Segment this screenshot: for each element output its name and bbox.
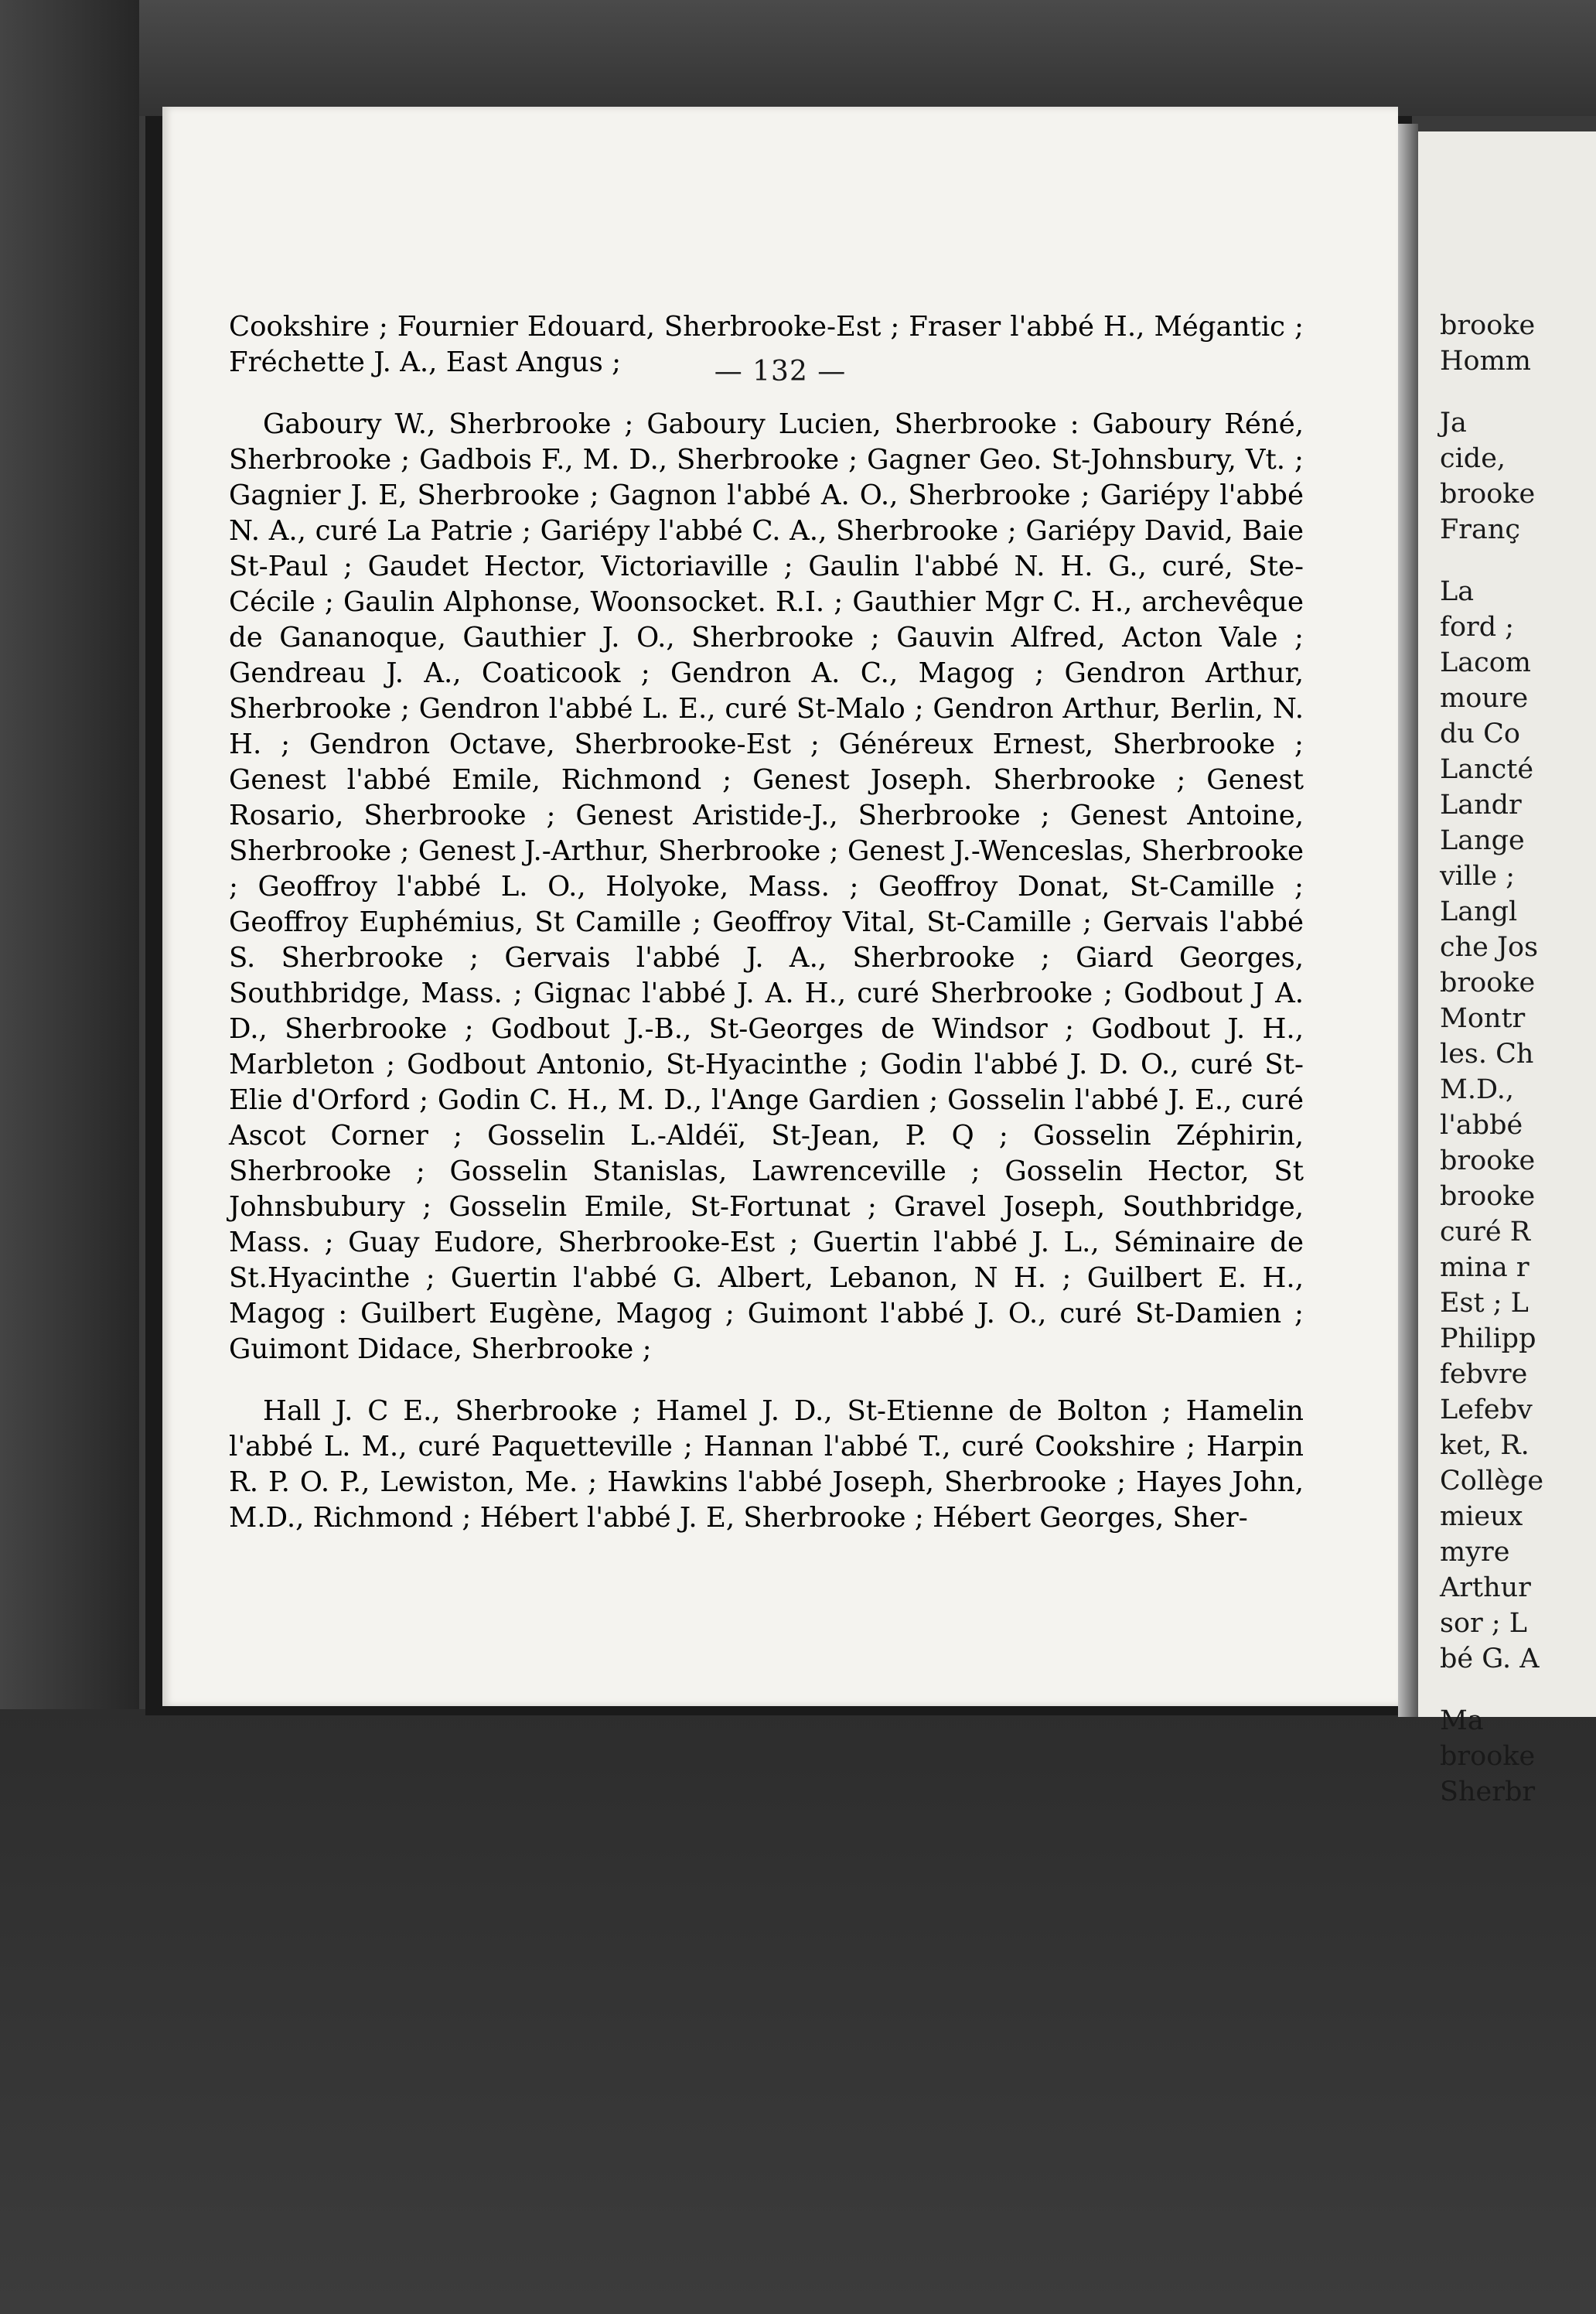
facing-page-line: Franç xyxy=(1440,514,1521,545)
facing-page-line: Langl xyxy=(1440,896,1518,927)
facing-page-line: brooke xyxy=(1440,479,1536,510)
facing-page-line: La xyxy=(1440,576,1475,607)
facing-page-line: moure xyxy=(1440,683,1529,714)
facing-page-line: Montr xyxy=(1440,1003,1526,1034)
facing-page-line: l'abbé xyxy=(1440,1110,1523,1141)
scan-background-top xyxy=(0,0,1596,116)
book-spine xyxy=(1398,124,1418,1717)
facing-page-line: brooke xyxy=(1440,310,1536,341)
facing-page-line: Sherbr xyxy=(1440,1776,1536,1807)
page-body xyxy=(229,309,1304,1562)
facing-page-line: bé G. A xyxy=(1440,1643,1540,1674)
facing-page-line: brooke xyxy=(1440,968,1536,998)
facing-page-line: myre xyxy=(1440,1537,1510,1568)
facing-page-line: les. Ch xyxy=(1440,1039,1534,1070)
page-number: — 132 — xyxy=(714,356,847,387)
facing-page-line: Lacom xyxy=(1440,647,1531,678)
book-page-right xyxy=(1418,131,1596,1807)
facing-page-line: Lange xyxy=(1440,825,1525,856)
facing-page-line: ket, R. xyxy=(1440,1430,1530,1461)
facing-page-line: febvre xyxy=(1440,1359,1528,1390)
paragraph-c: Cookshire ; Fournier Edouard, Sherbrooke-Est ; Fraser l'abbé H., Mégantic ; Fréchette J. A., East Angus ; xyxy=(229,311,1304,378)
paragraph-g: Gaboury W., Sherbrooke ; Gaboury Lucien, Sherbrooke : Gaboury Réné, Sherbrooke ; Gadbois F., M. D., Sherbrooke ; Gagner Geo. St-Johnsbury, Vt. ; Gagnier J. E, Sherbrooke ; Gagnon l'abbé A. O., Sherbrooke ; Gariépy l'abbé N. A., curé La Patrie ; Gariépy l'abbé C. A., Sherbrooke ; Gariépy David, Baie St-Paul ; Gaudet Hector, Victoriaville ; Gaulin l'abbé N. H. G., curé, Ste-Cécile ; Gaulin Alphonse, Woonsocket. R.I. ; Gauthier Mgr C. H., archevêque de Gananoque, Gauthier J. O., Sherbrooke ; Gauvin Alfred, Acton Vale ; Gendreau J. A., Coaticook ; Gendron A. C., Magog ; Gendron Arthur, Sherbrooke ; Gendron l'abbé L. E., curé St-Malo ; Gendron Arthur, Berlin, N. H. ; Gendron Octave, Sherbrooke-Est ; Généreux Ernest, Sherbrooke ; Genest l'abbé Emile, Richmond ; Genest Joseph. Sherbrooke ; Genest Rosario, Sherbrooke ; Genest Aristide-J., Sherbrooke ; Genest Antoine, Sherbrooke ; Genest J.-Arthur, Sherbrooke ; Genest J.-Wenceslas, Sherbrooke ; Geoffroy l'abbé L. O., Holyoke, Mass. ; Geoffroy Donat, St-Camille ; Geoffroy Euphémius, St Camille ; Geoffroy Vital, St-Camille ; Gervais l'abbé S. Sherbrooke ; Gervais l'abbé J. A., Sherbrooke ; Giard Georges, Southbridge, Mass. ; Gignac l'abbé J. A. H., curé Sherbrooke ; Godbout J A. D., Sherbrooke ; Godbout J.-B., St-Georges de Windsor ; Godbout J. H., Marbleton ; Godbout Antonio, St-Hyacinthe ; Godin l'abbé J. D. O., curé St-Elie d'Orford ; Godin C. H., M. D., l'Ange Gardien ; Gosselin l'abbé J. E., curé Ascot Corner ; Gosselin L.-Aldéï, St-Jean, P. Q ; Gosselin Zéphirin, Sherbrooke ; Gosselin Stanislas, Lawrenceville ; Gosselin Hector, St Johnsbubury ; Gosselin Emile, St-Fortunat ; Gravel Joseph, Southbridge, Mass. ; Guay Eudore, Sherbrooke-Est ; Guertin l'abbé J. L., Séminaire de St.Hyacinthe ; Guertin l'abbé G. Albert, Lebanon, N H. ; Guilbert E. H., Magog : Guilbert Eugène, Magog ; Guimont l'abbé J. O., curé St-Damien ; Guimont Didace, Sherbrooke ; xyxy=(229,408,1304,1365)
facing-page-line: Philipp xyxy=(1440,1323,1536,1354)
facing-page-line: Lefebv xyxy=(1440,1394,1533,1425)
facing-page-line: Landr xyxy=(1440,790,1522,821)
facing-page-line: cide, xyxy=(1440,443,1506,474)
facing-page-line: Arthur xyxy=(1440,1572,1531,1603)
facing-page-line: M.D., xyxy=(1440,1074,1515,1105)
facing-page-line: curé R xyxy=(1440,1217,1531,1247)
facing-page-line: brooke xyxy=(1440,1181,1536,1212)
facing-page-line: sor ; L xyxy=(1440,1608,1528,1639)
facing-page-line: mieux xyxy=(1440,1501,1523,1532)
facing-page-line: ville ; xyxy=(1440,861,1515,892)
facing-page-line: Ma xyxy=(1440,1705,1484,1736)
facing-page-line: brooke xyxy=(1440,1145,1536,1176)
facing-page-line: Est ; L xyxy=(1440,1288,1529,1319)
facing-page-line: Ja xyxy=(1440,408,1467,439)
facing-page-line: ford ; xyxy=(1440,612,1515,643)
facing-page-line: du Co xyxy=(1440,718,1520,749)
facing-page-line: che Jos xyxy=(1440,932,1539,963)
facing-page-line: Homm xyxy=(1440,346,1531,377)
paragraph-h: Hall J. C E., Sherbrooke ; Hamel J. D., St-Etienne de Bolton ; Hamelin l'abbé L. M., curé Paquetteville ; Hannan l'abbé T., curé Cookshire ; Harpin R. P. O. P., Lewiston, Me. ; Hawkins l'abbé Joseph, Sherbrooke ; Hayes John, M.D., Richmond ; Hébert l'abbé J. E, Sherbrooke ; Hébert Georges, Sher- xyxy=(229,1395,1304,1534)
facing-page-line: brooke xyxy=(1440,1741,1536,1772)
facing-page-line: mina r xyxy=(1440,1252,1530,1283)
facing-page-line: Collège xyxy=(1440,1466,1544,1497)
scan-background-bottom xyxy=(0,1709,1596,2314)
facing-page-line: Lancté xyxy=(1440,754,1534,785)
